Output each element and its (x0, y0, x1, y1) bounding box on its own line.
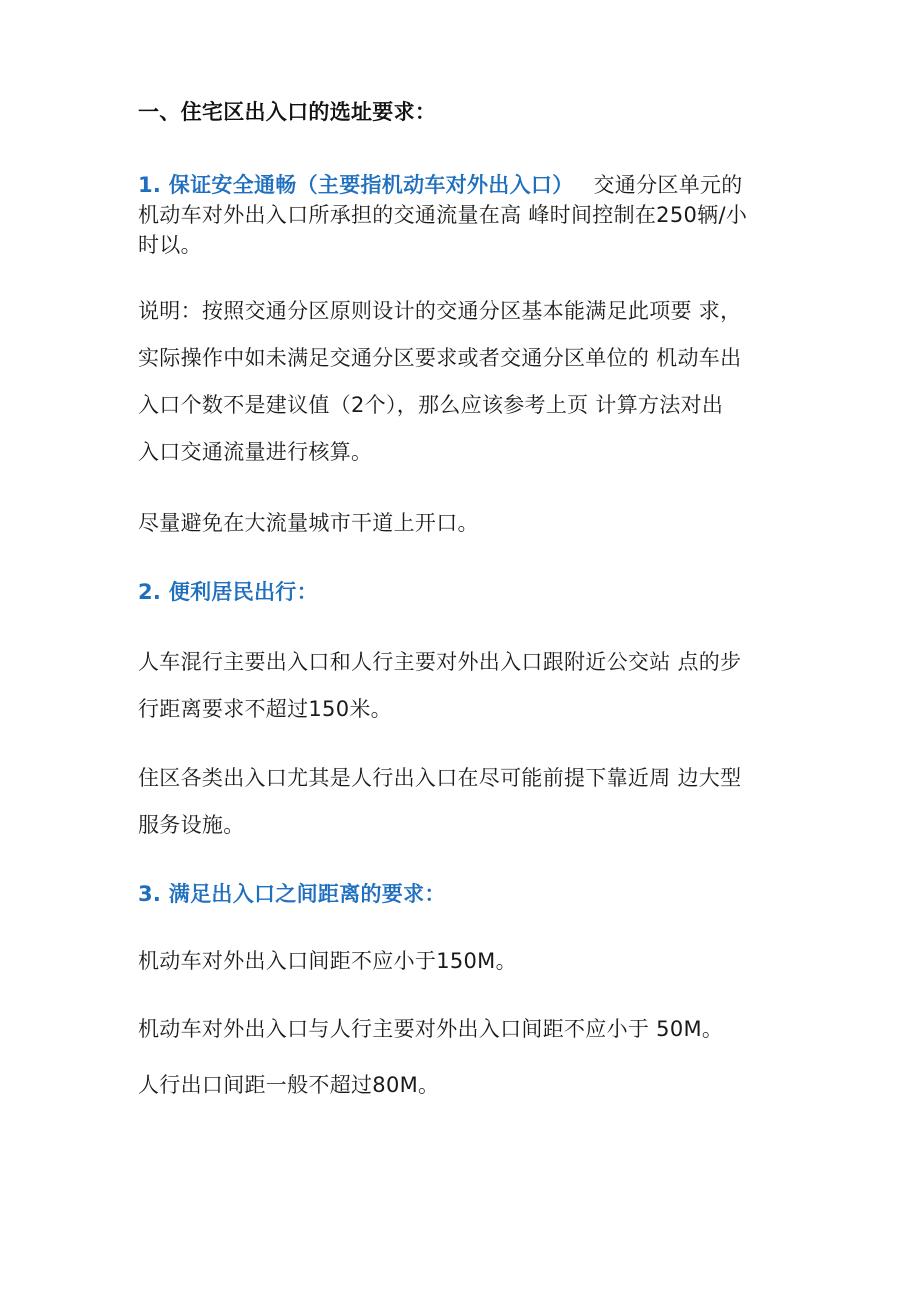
section-2-p2-line2: 服务设施。 (138, 813, 245, 837)
note-line4: 入口交通流量进行核算。 (138, 440, 373, 464)
section-1-line3: 时以。 (138, 233, 202, 257)
section-2-heading: 2. 便利居民出行： (138, 580, 318, 604)
page-title: 一、住宅区出入口的选址要求： (138, 100, 437, 124)
section-3-line3: 人行出口间距一般不超过80M。 (138, 1073, 440, 1097)
note-line2: 实际操作中如未满足交通分区要求或者交通分区单位的 机动车出 (138, 346, 742, 370)
section-1-heading-line (138, 170, 743, 200)
section-1-line2: 机动车对外出入口所承担的交通流量在高 峰时间控制在250辆/小 (138, 203, 748, 227)
avoid-paragraph: 尽量避免在大流量城市干道上开口。 (138, 511, 479, 535)
section-3-heading: 3. 满足出入口之间距离的要求： (138, 882, 446, 906)
section-2-p2-line1: 住区各类出入口尤其是人行出入口在尽可能前提下靠近周 边大型 (138, 766, 742, 790)
section-2-p1-line1: 人车混行主要出入口和人行主要对外出入口跟附近公交站 点的步 (138, 650, 742, 674)
section-3-line1: 机动车对外出入口间距不应小于150M。 (138, 949, 517, 973)
section-1-heading: 1. 保证安全通畅（主要指机动车对外出入口） (138, 173, 574, 197)
note-line1: 说明：按照交通分区原则设计的交通分区基本能满足此项要 求， (138, 299, 742, 323)
note-line3: 入口个数不是建议值（2个），那么应该参考上页 计算方法对出 (138, 393, 724, 417)
section-3-line2: 机动车对外出入口与人行主要对外出入口间距不应小于 50M。 (138, 1017, 724, 1041)
section-2-p1-line2: 行距离要求不超过150米。 (138, 697, 392, 721)
section-1-line1-tail: 交通分区单元的 (593, 173, 743, 197)
